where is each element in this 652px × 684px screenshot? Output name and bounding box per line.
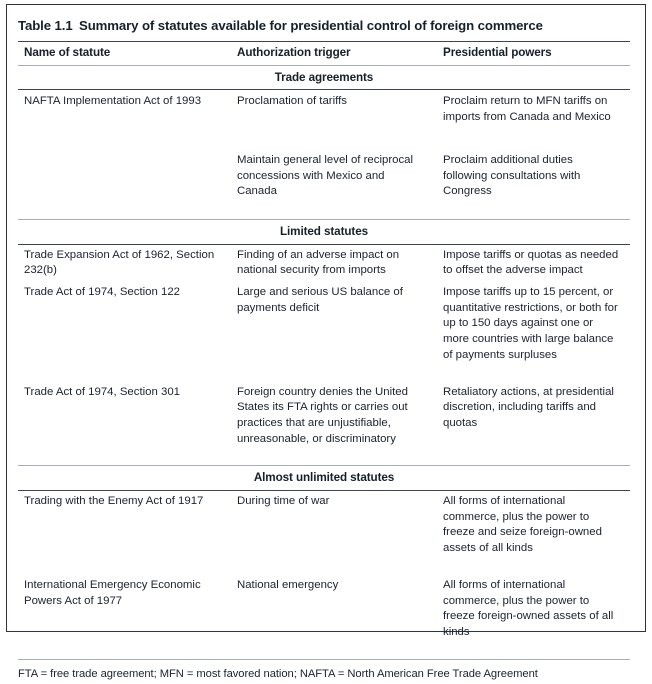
cell-powers: Impose tariffs up to 15 percent, or quantitative restrictions, or both for up to 150 days against one or more countries with large balance of payments surpluses: [443, 286, 618, 361]
table-body: [18, 66, 630, 659]
table-number-label: Table 1.1: [18, 18, 73, 33]
cell-statute: Trade Expansion Act of 1962, Section 232(b): [24, 248, 215, 277]
table-row: [18, 382, 630, 451]
row-spacer: [18, 560, 630, 575]
table-figure-frame: [6, 4, 646, 680]
row-spacer: [18, 204, 630, 219]
cell-trigger: Large and serious US balance of payments deficit: [237, 286, 403, 314]
table-row: [18, 282, 630, 367]
cell-statute: International Emergency Economic Powers Act of 1977: [24, 578, 201, 607]
spacer: [18, 560, 630, 575]
table-inner: [18, 14, 630, 684]
cell-statute: NAFTA Implementation Act of 1993: [24, 95, 202, 108]
section-heading-row: [18, 466, 630, 490]
section-heading-row: [18, 66, 630, 90]
column-header-authorization-trigger: Authorization trigger: [237, 46, 351, 59]
cell-trigger: Maintain general level of reciprocal concessions with Mexico and Canada: [237, 153, 414, 198]
cell-powers: Impose tariffs or quotas as needed to offset the adverse impact: [443, 248, 619, 277]
cell-statute: Trade Act of 1974, Section 301: [24, 385, 180, 398]
section-heading-limited-statutes: Limited statutes: [279, 224, 369, 238]
section-heading-trade-agreements: Trade agreements: [274, 70, 374, 84]
cell-trigger: During time of war: [237, 495, 330, 508]
spacer: [18, 644, 630, 659]
column-header-name-of-statute: Name of statute: [24, 46, 111, 59]
spacer: [18, 367, 630, 382]
spacer: [18, 204, 630, 219]
cell-statute: Trading with the Enemy Act of 1917: [24, 495, 204, 508]
table-row: [18, 491, 630, 560]
cell-powers: Proclaim return to MFN tariffs on imports from Canada and Mexico: [443, 95, 611, 124]
cell-powers: All forms of international commerce, plus the power to freeze and seize foreign-owned assets of all kinds: [443, 495, 602, 555]
section-heading-almost-unlimited-statutes: Almost unlimited statutes: [253, 471, 395, 485]
cell-powers: Retaliatory actions, at presidential discretion, including tariffs and quotas: [443, 385, 614, 429]
section-heading-row: [18, 220, 630, 244]
table-header: [18, 42, 630, 66]
cell-trigger: Finding of an adverse impact on national security from imports: [237, 248, 400, 277]
cell-powers: All forms of international commerce, plus the power to freeze foreign-owned assets of all kinds: [443, 578, 614, 638]
table-footnote: FTA = free trade agreement; MFN = most favored nation; NAFTA = North American Free Trade Agreement: [18, 667, 538, 680]
statutes-table: [18, 42, 630, 659]
table-title-text: Summary of statutes available for presidential control of foreign commerce: [79, 18, 543, 33]
cell-powers: Proclaim additional duties following consultations with Congress: [443, 153, 581, 198]
cell-trigger: National emergency: [237, 578, 339, 591]
cell-trigger: Proclamation of tariffs: [237, 95, 347, 108]
table-header-row: [18, 42, 630, 65]
spacer: [18, 130, 630, 149]
row-spacer: [18, 367, 630, 382]
table-row: [18, 575, 630, 644]
table-row: [18, 245, 630, 282]
cell-statute: [18, 149, 229, 204]
table-title-block: [18, 14, 630, 41]
table-row: [18, 149, 630, 204]
table-row: [18, 90, 630, 129]
column-header-presidential-powers: Presidential powers: [443, 46, 552, 59]
cell-trigger: Foreign country denies the United States its FTA rights or carries out practices that are unjustifiable, unreasonable, or discriminatory: [237, 385, 408, 445]
spacer: [18, 450, 630, 465]
row-spacer: [18, 450, 630, 465]
row-spacer: [18, 130, 630, 149]
row-spacer: [18, 644, 630, 659]
cell-statute: Trade Act of 1974, Section 122: [24, 286, 180, 299]
